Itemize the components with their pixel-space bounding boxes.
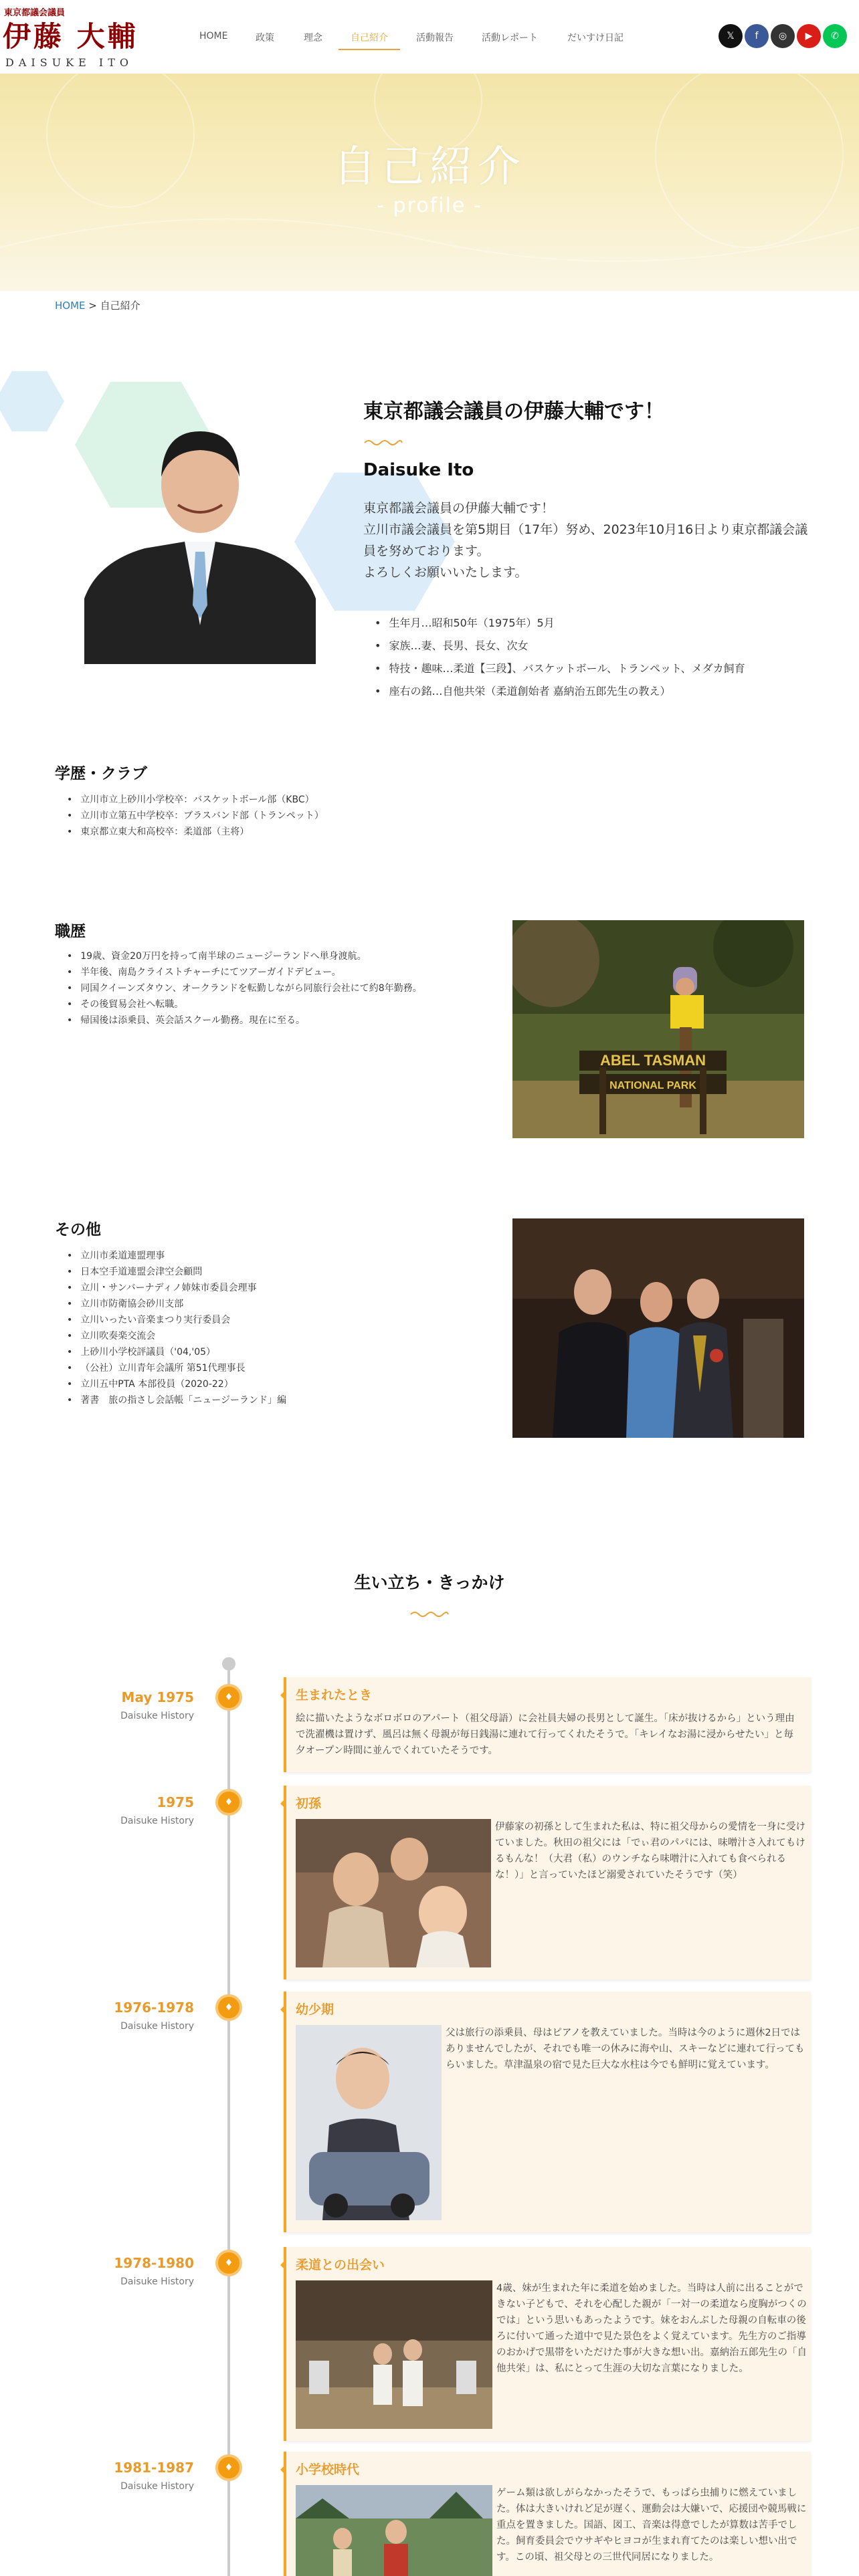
list-item: • 立川吹奏楽交流会 — [67, 1328, 286, 1344]
timeline-text: 伊藤家の初孫として生まれた私は、特に祖父母からの愛情を一身に受けていました。秋田の祖父には「でぃ君のパパには、味噌汁さ入れてもけるもんな！（大君（私）のウンチなら味噌汁に入れても食べられるな！）」と言っていたほど溺愛されていたそうです（笑） — [495, 1822, 805, 1881]
timeline-caption: Daisuke History — [120, 1816, 194, 1826]
timeline-dot-icon: ♦ — [215, 2454, 242, 2481]
timeline-title: 生い立ち・きっかけ — [354, 1573, 505, 1592]
timeline-date: 1981-1987 — [114, 2460, 194, 2476]
list-item: • 立川市立上砂川小学校卒：バスケットボール部（KBC） — [67, 792, 324, 808]
sign-text-2: NATIONAL PARK — [609, 1080, 696, 1091]
timeline-caption: Daisuke History — [120, 1711, 194, 1721]
site-header — [0, 0, 859, 74]
list-item: • 立川・サンバーナディノ姉妹市委員会理事 — [67, 1280, 286, 1296]
timeline-caption: Daisuke History — [120, 2481, 194, 2492]
photo-group — [512, 1218, 804, 1438]
sign-text-1: ABEL TASMAN — [599, 1052, 706, 1069]
career-list — [67, 948, 422, 1029]
breadcrumb-separator: > — [85, 300, 100, 312]
timeline-photo — [296, 2025, 442, 2220]
youtube-icon[interactable]: ▶ — [797, 24, 821, 48]
intro-line: よろしくお願いいたします。 — [363, 565, 528, 580]
timeline-dot-icon: ♦ — [215, 1994, 242, 2021]
timeline-photo — [296, 2485, 492, 2576]
timeline-date: 1976-1978 — [114, 2000, 194, 2016]
x-icon[interactable]: 𝕏 — [719, 24, 743, 48]
intro-text — [363, 498, 818, 583]
breadcrumb-home[interactable]: HOME — [55, 300, 86, 312]
timeline-card — [284, 2247, 811, 2441]
timeline-card — [284, 1786, 811, 1979]
other-list — [67, 1248, 286, 1408]
timeline-heading: 小学校時代 — [296, 2462, 360, 2477]
timeline-heading: 幼少期 — [296, 2002, 335, 2017]
timeline-dot-icon: ♦ — [215, 1789, 242, 1816]
timeline-heading: 柔道との出会い — [296, 2258, 385, 2272]
nav-diary[interactable]: だいすけ日記 — [567, 33, 624, 43]
education-list — [67, 792, 324, 840]
list-item: • 日本空手道連盟会津空会顧問 — [67, 1264, 286, 1280]
timeline-card — [284, 2452, 811, 2576]
timeline-date: May 1975 — [121, 1689, 194, 1705]
career-title: 職歴 — [55, 923, 86, 940]
portrait-photo — [84, 405, 316, 664]
page-title: 自己紹介 — [333, 142, 526, 192]
list-item: • 立川市立第五中学校卒：ブラスバンド部（トランペット） — [67, 808, 324, 824]
timeline-dot-icon: ♦ — [215, 1684, 242, 1711]
timeline-card — [284, 1992, 811, 2232]
list-item: • 立川五中PTA 本部役員（2020-22） — [67, 1376, 286, 1392]
list-item: • 19歳、資金20万円を持って南半球のニュージーランドへ単身渡航。 — [67, 948, 422, 964]
timeline-caption: Daisuke History — [120, 2021, 194, 2032]
instagram-icon[interactable]: ◎ — [771, 24, 795, 48]
timeline-date: 1978-1980 — [114, 2255, 194, 2271]
list-item: • 同国クイーンズタウン、オークランドを転勤しながら同旅行会社にて約8年勤務。 — [67, 980, 422, 996]
name-english: Daisuke Ito — [363, 460, 474, 480]
list-item: • その後貿易会社へ転職。 — [67, 996, 422, 1012]
wave-divider-icon — [409, 1610, 450, 1618]
list-item: • （公社）立川青年会議所 第51代理事長 — [67, 1360, 286, 1376]
nav-home[interactable]: HOME — [199, 31, 228, 41]
list-item: • 帰国後は添乗員、英会話スクール勤務。現在に至る。 — [67, 1012, 422, 1029]
facebook-icon[interactable]: f — [745, 24, 769, 48]
timeline-text: ゲーム類は欲しがらなかったそうで、もっぱら虫捕りに燃えていました。体は大きいけれど足が遅く、運動会は大嫌いで、応援団や競馬戦に重点を置きました。国語、図工、音楽は得意でしたが算数は苦手でした。飼育委員会でウサギやヒヨコが生まれ育てたのは楽しい想い出です。この頃、祖父母との三世代同居になりました。 — [496, 2488, 807, 2563]
breadcrumb — [55, 298, 140, 312]
nav-profile[interactable]: 自己紹介 — [351, 33, 388, 43]
intro-line: 東京都議会議員の伊藤大輔です！ — [363, 501, 555, 516]
logo-english[interactable]: DAISUKE ITO — [5, 56, 133, 69]
timeline-date: 1975 — [157, 1794, 194, 1810]
profile-facts — [375, 612, 745, 703]
logo-name[interactable]: 伊藤 大輔 — [3, 20, 138, 53]
list-item: • 立川市柔道連盟理事 — [67, 1248, 286, 1264]
timeline-heading: 生まれたとき — [296, 1688, 373, 1703]
education-title: 学歴・クラブ — [55, 765, 147, 782]
logo-title[interactable]: 東京都議会議員 — [4, 8, 66, 18]
photo-national-park — [512, 920, 804, 1138]
fact-hobbies: • 特技・趣味…柔道【三段】、バスケットボール、トランペット、メダカ飼育 — [375, 657, 745, 680]
timeline-text: 4歳、妹が生まれた年に柔道を始めました。当時は人前に出ることができない子どもで、それを心配した親が「一対一の柔道なら度胸がつくのでは」という思いもあったようです。妹をおんぶした母親の自転車の後ろに付いて通った道中で見た景色をよく覚えています。先生方のご指導のおかげで黒帯をいただけた事が大きな想い出。嘉納治五郎先生の「自他共栄」は、私にとって生涯の大切な言葉になりました。 — [496, 2283, 807, 2374]
timeline-dot-icon: ♦ — [215, 2250, 242, 2276]
timeline-heading: 初孫 — [296, 1796, 322, 1811]
list-item: • 著書 旅の指さし会話帳「ニュージーランド」編 — [67, 1392, 286, 1408]
nav-activity-news[interactable]: 活動レポート — [482, 33, 538, 43]
timeline-text: 絵に描いたようなボロボロのアパート（祖父母語）に会社員夫婦の長男として誕生。「床が抜けるから」という理由で洗濯機は置けず、風呂は無く母親が毎日銭湯に連れて行ってくれたそうで。「キレイなお湯に浸からせたい」と毎夕オープン時間に並んでくれていたそうです。 — [296, 1713, 795, 1756]
nav-philosophy[interactable]: 理念 — [304, 33, 322, 43]
timeline-text: 父は旅行の添乗員、母はピアノを教えていました。当時は今のように週休2日ではありませんでしたが、それでも唯一の休みに海や山、スキーなどに連れて行ってもらいました。草津温泉の宿で見た巨大な水柱は今でも鮮明に覚えています。 — [446, 2028, 805, 2070]
other-title: その他 — [55, 1221, 101, 1239]
list-item: • 東京都立東大和高校卒：柔道部（主将） — [67, 824, 324, 840]
timeline-photo — [296, 1819, 491, 1967]
page-subtitle: - profile - — [377, 194, 482, 217]
intro-line: 立川市議会議員を第5期目（17年）努め、2023年10月16日より東京都議会議員を努めております。 — [363, 522, 808, 558]
line-icon[interactable]: ✆ — [823, 24, 847, 48]
decor-hexagon — [0, 369, 64, 433]
fact-motto: • 座右の銘…自他共栄（柔道創始者 嘉納治五郎先生の教え） — [375, 680, 745, 703]
list-item: • 立川いったい音楽まつり実行委員会 — [67, 1312, 286, 1328]
list-item: • 半年後、南島クライストチャーチにてツアーガイドデビュー。 — [67, 964, 422, 980]
timeline-start-dot — [222, 1657, 235, 1671]
nav-activity-report[interactable]: 活動報告 — [416, 33, 454, 43]
wave-divider-icon — [363, 439, 403, 447]
timeline-card — [284, 1677, 811, 1772]
timeline-caption: Daisuke History — [120, 2276, 194, 2287]
fact-birth: • 生年月…昭和50年（1975年）5月 — [375, 612, 745, 635]
nav-policy[interactable]: 政策 — [256, 33, 274, 43]
breadcrumb-current: 自己紹介 — [100, 300, 140, 312]
list-item: • 上砂川小学校評議員（'04,'05） — [67, 1344, 286, 1360]
fact-family: • 家族…妻、長男、長女、次女 — [375, 635, 745, 657]
intro-heading: 東京都議会議員の伊藤大輔です！ — [363, 400, 664, 423]
timeline-photo — [296, 2280, 492, 2429]
nav-active-indicator — [339, 49, 400, 50]
list-item: • 立川市防衛協会砂川支部 — [67, 1296, 286, 1312]
